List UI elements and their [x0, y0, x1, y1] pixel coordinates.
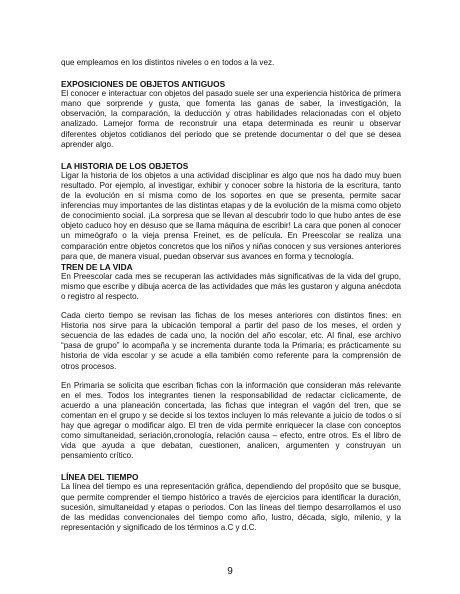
paragraph-linea-tiempo: La línea del tiempo es una representación gráfica, dependiendo del propósito que se busque, que permite comprender el tiempo histórico a través de ejercicios para identificar la duración, sucesión, simultaneidad y etapas o periodos. Con las líneas del tiempo desarrollamos el uso de las medidas convencionales del tiempo como año, lustro, década, siglo, milenio, y la representación y significado de los términos a.C y d.C. — [61, 482, 401, 532]
paragraph-historia-objetos: Ligar la historia de los objetos a una actividad disciplinar es algo que nos ha dado muy buen resultado. Por ejemplo, al investigar, exhibir y conocer sobre la historia de la escritura, tanto de la evolución en sí misma como de los soportes en que se presenta, permite sacar inferencias muy importantes de las distintas etapas y de la evolución de la misma como objeto de conocimiento social. ¡La sorpresa que se llevan al descubrir todo lo que hubo antes de ese objeto caduco hoy en desuso que se llama máquina de escribir! La cara que ponen al conocer un mimeógrafo o la vieja prensa Freinet, es de película. En Preescolar se realiza una comparación entre objetos concretos que los niños y niñas conocen y sus versiones anteriores para que, de manera visual, puedan observar sus avances en forma y tecnología. — [61, 170, 401, 261]
document-page — [61, 58, 401, 533]
paragraph-exposiciones: El conocer e interactuar con objetos del pasado suele ser una experiencia histórica de primera mano que sorprende y gusta, que fomenta las ganas de saber, la investigación, la observación, la comparación, la deducción y otras habilidades relacionadas con el objeto analizado. Lamejor forma de reconstruir una etapa determinada es reunir u observar diferentes objetos cotidianos del periodo que se pretende documentar o del que se desea aprender algo. — [61, 89, 401, 149]
paragraph-intro-continuation: que empleamos en los distintos niveles o en todos a la vez. — [61, 58, 275, 67]
paragraph-tren-vida-2: Cada cierto tiempo se revisan las fichas de los meses anteriores con distintos fines: en Historia nos sirve para la ubicación temporal a partir del paso de los meses, el orden y secuencia de las edades de cada uno, la noción del año escolar, etc. Al final, ese archivo “pasa de grupo” lo acompaña y se incrementa durante toda la Primaria; es prácticamente su historia de vida escolar y se acude a ella también como referente para la comprensión de otros procesos. — [61, 311, 401, 371]
heading-historia-objetos: LA HISTORIA DE LOS OBJETOS — [61, 160, 189, 171]
page-number: 9 — [227, 566, 233, 577]
paragraph-tren-vida-3: En Primaria se solicita que escriban fichas con la información que consideran más relevante en el mes. Todos los integrantes tienen la responsabilidad de redactar cíclicamente, de acuerdo a una planeación concertada, las fichas que integran el vagón del tren, que se comentan en el grupo y se decide si los textos incluyen lo más relevante a juicio de todos o si hay que agregar o modificar algo. El tren de vida permite enriquecer la clase con conceptos como simultaneidad, seriación,cronología, relación causa – efecto, entre otros. Es el libro de vida que ayuda a que debatan, cuestionen, analicen, argumenten y construyan un pensamiento crítico. — [61, 380, 401, 461]
heading-linea-tiempo: LÍNEA DEL TIEMPO — [61, 472, 139, 483]
paragraph-tren-vida-1: En Preescolar cada mes se recuperan las actividades más significativas de la vida del grupo, mismo que escribe y dibuja acerca de las actividades que más les gustaron y alguna anécdota o registro al respecto. — [61, 271, 401, 301]
heading-exposiciones: EXPOSICIONES DE OBJETOS ANTIGUOS — [61, 79, 226, 90]
heading-tren-vida: TREN DE LA VIDA — [61, 261, 133, 272]
